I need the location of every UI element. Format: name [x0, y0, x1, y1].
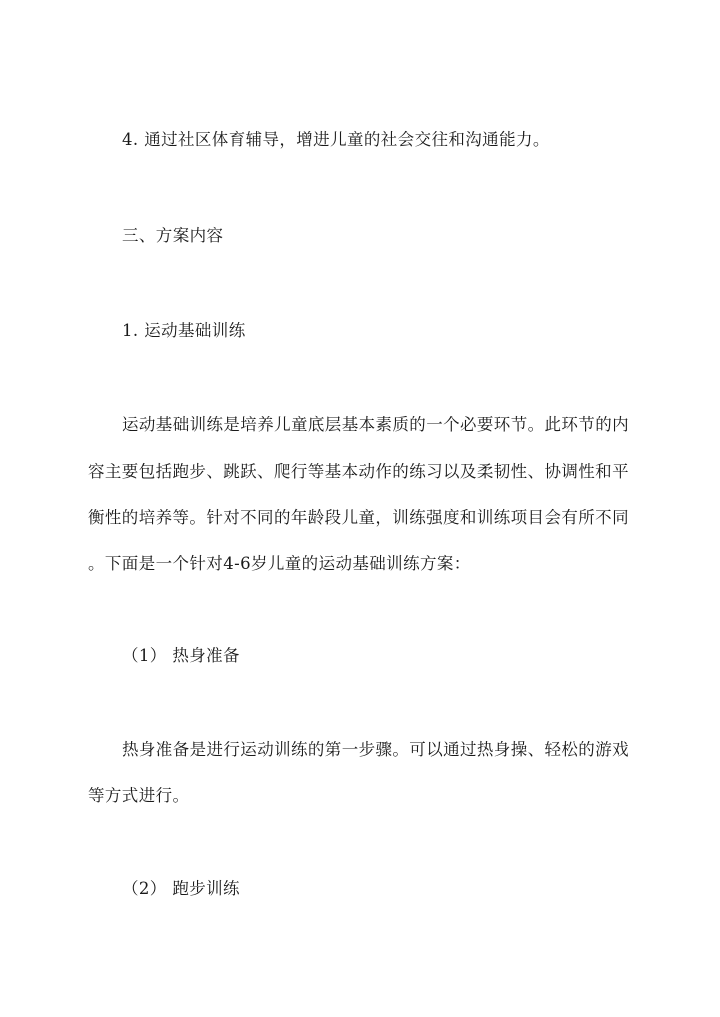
subsection-heading: 1. 运动基础训练	[122, 321, 246, 340]
paragraph-line: 等方式进行。	[88, 786, 190, 805]
list-item-4: 4. 通过社区体育辅导，增进儿童的社会交往和沟通能力。	[122, 130, 550, 149]
paragraph-line: 衡性的培养等。针对不同的年龄段儿童，训练强度和训练项目会有所不同	[88, 508, 629, 527]
paragraph-line: 。下面是一个针对4-6岁儿童的运动基础训练方案：	[88, 554, 471, 573]
paragraph-line: 运动基础训练是培养儿童底层基本素质的一个必要环节。此环节的内	[122, 415, 629, 434]
step-heading: （1） 热身准备	[122, 646, 240, 665]
section-heading: 三、方案内容	[122, 226, 224, 245]
paragraph-line: 容主要包括跑步、跳跃、爬行等基本动作的练习以及柔韧性、协调性和平	[88, 462, 629, 481]
step-heading: （2） 跑步训练	[122, 879, 240, 898]
paragraph-line: 热身准备是进行运动训练的第一步骤。可以通过热身操、轻松的游戏	[122, 740, 629, 759]
